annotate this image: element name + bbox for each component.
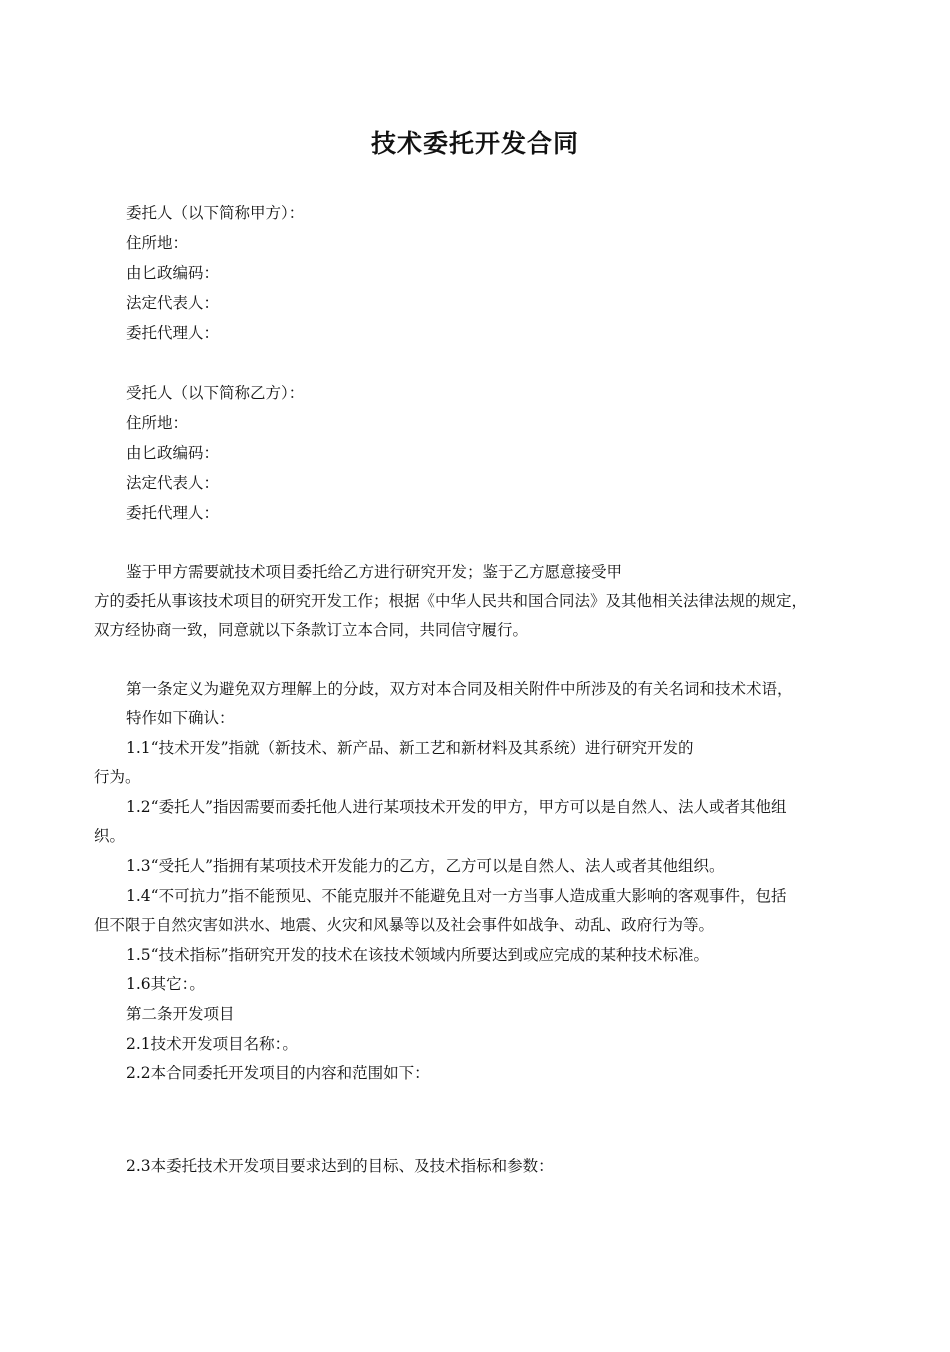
preamble-line-1: 鉴于甲方需要就技术项目委托给乙方进行研究开发；鉴于乙方愿意接受甲: [126, 563, 623, 581]
party-a-address: 住所地：: [126, 234, 189, 252]
article-2-heading: 第二条开发项目: [126, 1005, 235, 1023]
party-b-heading: 受托人（以下简称乙方）：: [126, 384, 305, 402]
party-b-agent: 委托代理人：: [126, 504, 220, 522]
preamble-line-2: 方的委托从事该技术项目的研究开发工作；根据《中华人民共和国合同法》及其他相关法律法规的规定，: [94, 592, 808, 610]
clause-1-6: 1.6其它：。: [126, 975, 205, 993]
party-b-postcode: 由匕政编码：: [126, 444, 220, 462]
article-1-line-1: 第一条定义为避免双方理解上的分歧，双方对本合同及相关附件中所涉及的有关名词和技术术语，: [126, 680, 793, 698]
party-b-address: 住所地：: [126, 414, 189, 432]
clause-2-2: 2.2本合同委托开发项目的内容和范围如下：: [126, 1064, 430, 1082]
preamble-line-3: 双方经协商一致，同意就以下条款订立本合同，共同信守履行。: [94, 621, 529, 639]
clause-1-1-line-1: 1.1“技术开发”指就（新技术、新产品、新工艺和新材料及其系统）进行研究开发的: [126, 739, 694, 757]
clause-1-5: 1.5“技术指标”指研究开发的技术在该技术领域内所要达到或应完成的某种技术标准。: [126, 946, 710, 964]
clause-2-1: 2.1技术开发项目名称：。: [126, 1035, 298, 1053]
clause-1-4-line-1: 1.4“不可抗力”指不能预见、不能克服并不能避免且对一方当事人造成重大影响的客观事件，包括: [126, 887, 787, 905]
party-b-legal-rep: 法定代表人：: [126, 474, 220, 492]
clause-1-4-line-2: 但不限于自然灾害如洪水、地震、火灾和风暴等以及社会事件如战争、动乱、政府行为等。: [94, 916, 715, 934]
party-a-agent: 委托代理人：: [126, 324, 220, 342]
clause-1-3: 1.3“受托人”指拥有某项技术开发能力的乙方，乙方可以是自然人、法人或者其他组织。: [126, 857, 725, 875]
party-a-postcode: 由匕政编码：: [126, 264, 220, 282]
clause-1-2-line-2: 织。: [94, 827, 126, 845]
clause-1-1-line-2: 行为。: [94, 768, 141, 786]
article-1-line-2: 特作如下确认：: [126, 709, 235, 727]
party-a-legal-rep: 法定代表人：: [126, 294, 220, 312]
clause-1-2-line-1: 1.2“委托人”指因需要而委托他人进行某项技术开发的甲方，甲方可以是自然人、法人或者其他组: [126, 798, 787, 816]
party-a-heading: 委托人（以下简称甲方）：: [126, 204, 305, 222]
document-title: 技术委托开发合同: [370, 129, 579, 158]
clause-2-3: 2.3本委托技术开发项目要求达到的目标、及技术指标和参数：: [126, 1157, 554, 1175]
